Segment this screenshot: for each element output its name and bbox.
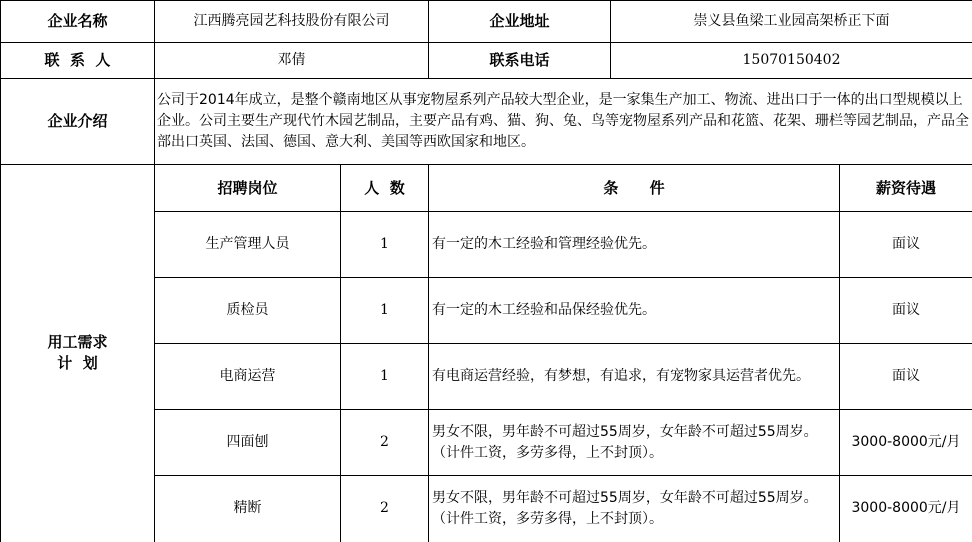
header-salary: 薪资待遇	[840, 165, 972, 212]
row-salary: 面议	[840, 278, 972, 344]
plan-label-line2: 计 划	[1, 353, 154, 374]
row-salary: 面议	[840, 344, 972, 410]
row-requirement: 男女不限，男年龄不可超过55周岁，女年龄不可超过55周岁。（计件工资，多劳多得，上不封顶）。	[429, 410, 840, 476]
row-salary: 3000-8000元/月	[840, 476, 972, 542]
header-requirement: 条 件	[429, 165, 840, 212]
row-requirement: 有电商运营经验，有梦想，有追求，有宠物家具运营者优先。	[429, 344, 840, 410]
row-position: 四面刨	[155, 410, 341, 476]
row-position: 精断	[155, 476, 341, 542]
row-requirement: 有一定的木工经验和品保经验优先。	[429, 278, 840, 344]
plan-label-line1: 用工需求	[1, 332, 154, 353]
row-count: 1	[341, 344, 429, 410]
row-requirement: 男女不限，男年龄不可超过55周岁，女年龄不可超过55周岁。（计件工资，多劳多得，上不封顶）。	[429, 476, 840, 542]
phone-value: 15070150402	[611, 43, 972, 79]
row-position: 生产管理人员	[155, 212, 341, 278]
intro-label: 企业介绍	[1, 79, 155, 165]
row-count: 1	[341, 278, 429, 344]
row-position: 质检员	[155, 278, 341, 344]
row-position: 电商运营	[155, 344, 341, 410]
intro-value: 公司于2014年成立，是整个赣南地区从事宠物屋系列产品较大型企业，是一家集生产加工、物流、进出口于一体的出口型规模以上企业。公司主要生产现代竹木园艺制品，主要产品有鸡、猫、狗、兔、鸟等宠物屋系列产品和花篮、花架、珊栏等园艺制品，产品全部出口英国、法国、德国、意大利、美国等西欧国家和地区。	[155, 79, 972, 165]
plan-label	[1, 165, 155, 542]
contact-value: 邓倩	[155, 43, 429, 79]
row-salary: 面议	[840, 212, 972, 278]
contact-label: 联 系 人	[1, 43, 155, 79]
header-position: 招聘岗位	[155, 165, 341, 212]
phone-label: 联系电话	[429, 43, 611, 79]
company-address-value: 崇义县鱼梁工业园高架桥正下面	[611, 1, 972, 43]
row-salary: 3000-8000元/月	[840, 410, 972, 476]
company-address-label: 企业地址	[429, 1, 611, 43]
company-name-value: 江西腾亮园艺科技股份有限公司	[155, 1, 429, 43]
company-name-label: 企业名称	[1, 1, 155, 43]
row-requirement: 有一定的木工经验和管理经验优先。	[429, 212, 840, 278]
header-count: 人 数	[341, 165, 429, 212]
row-count: 2	[341, 476, 429, 542]
row-count: 2	[341, 410, 429, 476]
row-count: 1	[341, 212, 429, 278]
